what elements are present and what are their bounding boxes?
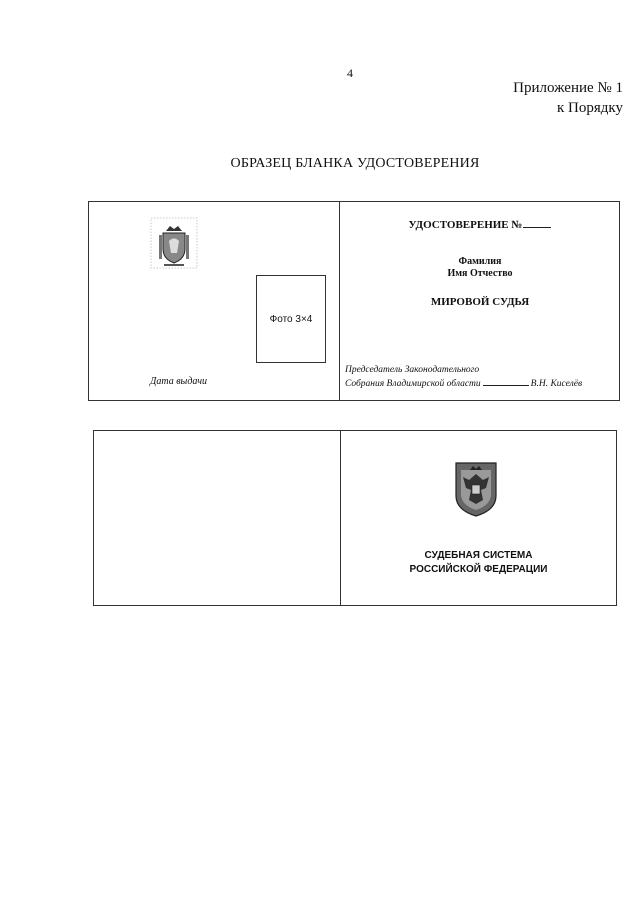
judicial-system-line-2: РОССИЙСКОЙ ФЕДЕРАЦИИ [409,564,548,575]
chairman-title-line-1: Председатель Законодательного [345,365,480,375]
russia-coat-of-arms-icon [453,460,499,518]
signature-line [483,377,529,386]
document-title: ОБРАЗЕЦ БЛАНКА УДОСТОВЕРЕНИЯ [230,156,480,171]
certificate-back [93,430,617,606]
certificate-number-line [523,217,551,228]
judicial-system-line-1: СУДЕБНАЯ СИСТЕМА [424,550,533,561]
surname-field: Фамилия [458,256,502,267]
appendix-caption [513,78,623,118]
photo-placeholder [256,275,326,363]
chairman-signature-name: В.Н. Киселёв [530,379,583,389]
chairman-title-line-2 [345,377,582,389]
card-fold-line [340,431,341,605]
name-patronymic-field: Имя Отчество [447,268,513,279]
issue-date-label: Дата выдачи [150,376,208,387]
appendix-line-2: к Порядку [557,100,623,116]
certificate-title-text: УДОСТОВЕРЕНИЕ № [408,219,523,231]
vladimir-region-coat-of-arms-icon [150,217,198,269]
certificate-title [340,217,620,231]
photo-label: Фото 3×4 [269,313,313,325]
chairman-title-line-2-text: Собрания Владимирской области [345,379,481,389]
page-number: 4 [347,66,353,80]
position-title: МИРОВОЙ СУДЬЯ [430,296,530,308]
appendix-line-1: Приложение № 1 [513,80,623,96]
